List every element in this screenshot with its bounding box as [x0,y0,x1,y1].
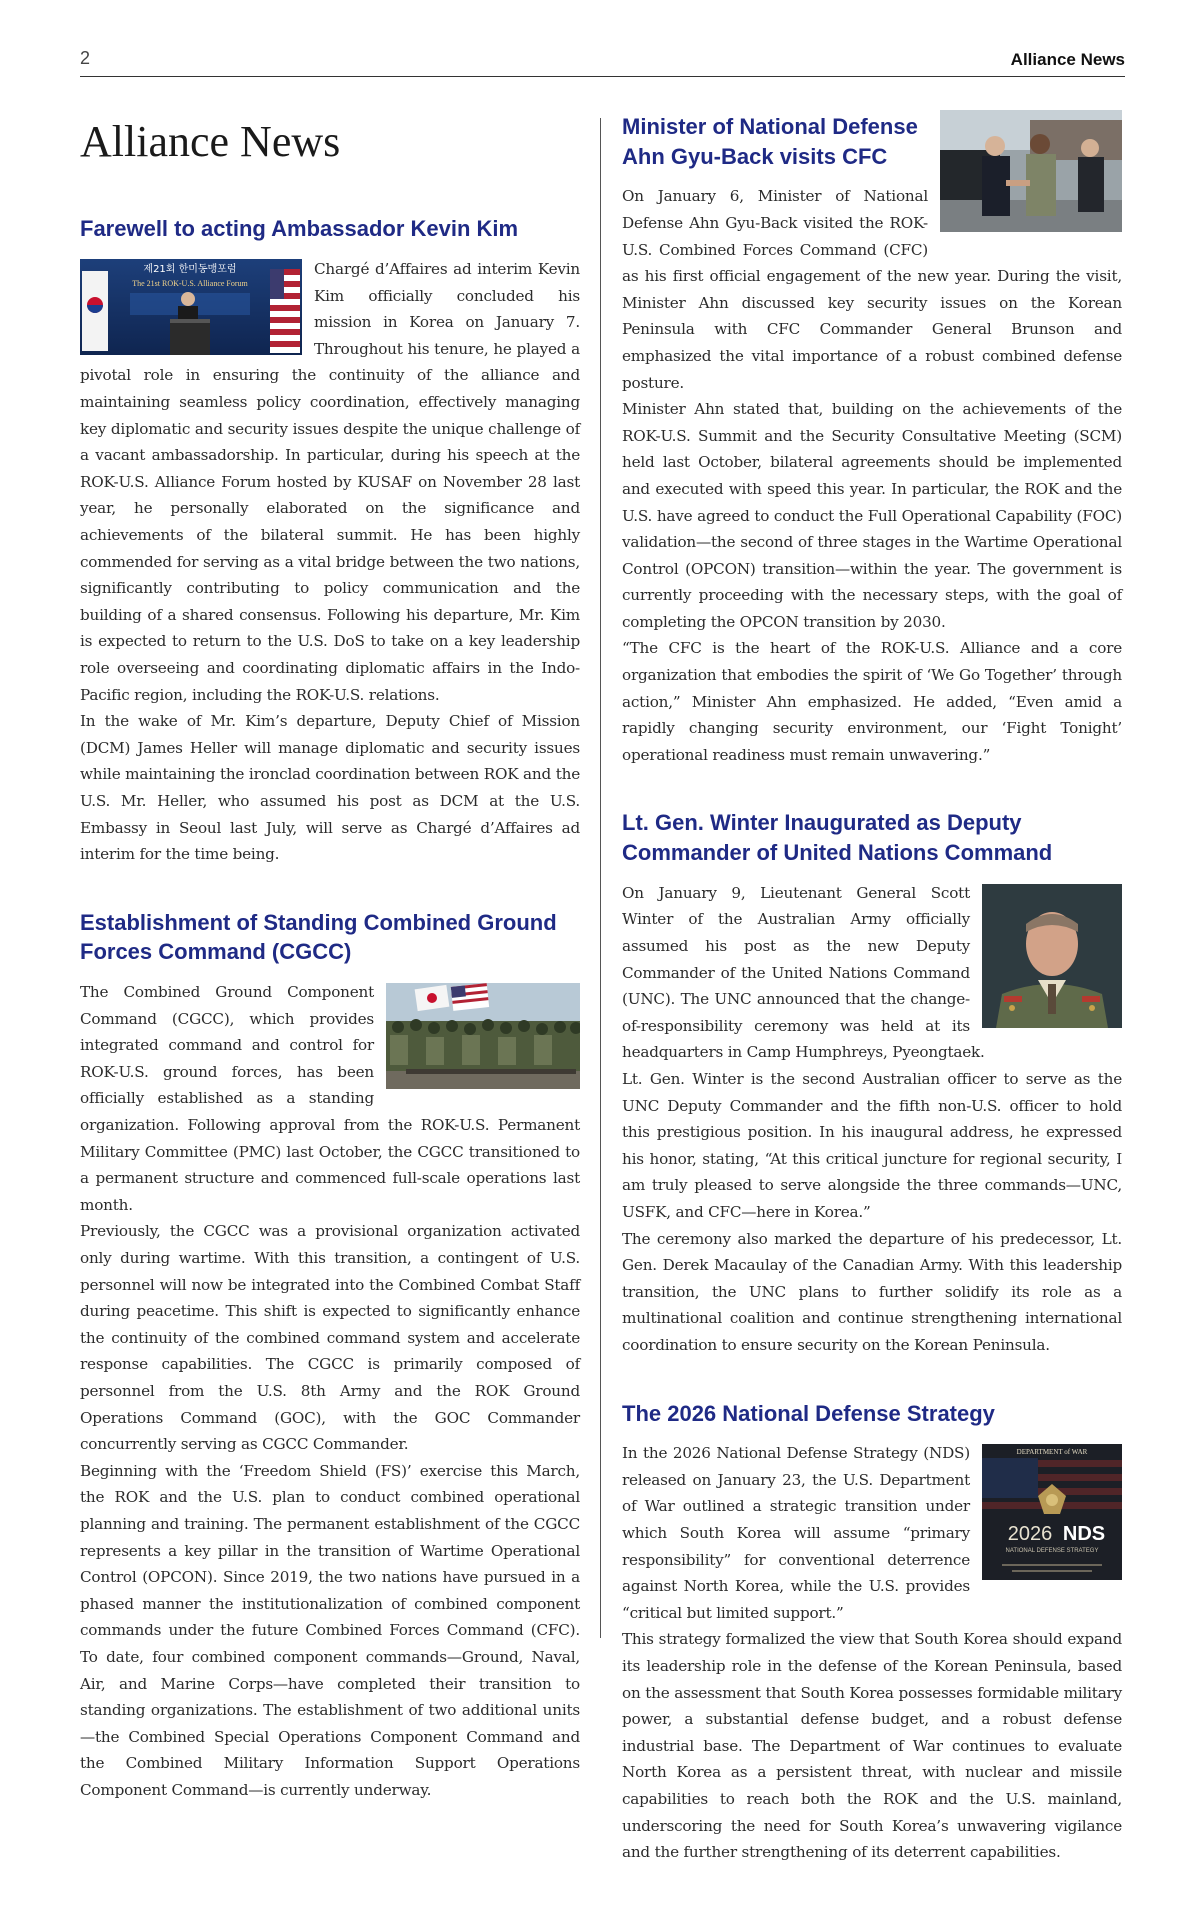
article-minister [622,112,1122,768]
headline-winter: Lt. Gen. Winter Inaugurated as Deputy Commander of United Nations Command [622,810,1053,866]
minister-handshake-photo [940,110,1122,232]
winter-paragraph-2: Lt. Gen. Winter is the second Australian officer to serve as the UNC Deputy Commander and the fifth non-U.S. officer to hold this prestigious position. In his inaugural address, he expressed his honor, stating, “At this critical juncture for regional security, I am truly pleased to serve alongside the three commands—UNC, USFK, and CFC—here in Korea.” [622,1069,1122,1221]
nds-cover-acronym: NDS [1062,1523,1106,1546]
nds-cover-image [982,1444,1122,1580]
winter-paragraph-3: The ceremony also marked the departure of his predecessor, Lt. Gen. Derek Macaulay of the Canadian Army. With this leadership transition, the UNC plans to further solidify its role as a multinational coalition and continue strengthening international coordination to ensure security on the Korean Peninsula. [622,1229,1122,1354]
farewell-paragraph-2: In the wake of Mr. Kim’s departure, Deputy Chief of Mission (DCM) James Heller will manage diplomatic and security issues while maintaining the ironclad coordination between ROK and the U.S. Mr. Heller, who assumed his post as DCM at the U.S. Embassy in Seoul last July, will serve as Chargé d’Affaires ad interim for the time being. [80,712,580,864]
cgcc-paragraph-2: Previously, the CGCC was a provisional organization activated only during wartime. With this transition, a contingent of U.S. personnel will now be integrated into the Combined Combat Staff during peacetime. This shift is expected to significantly enhance the continuity of the combined command system and accelerate response capabilities. The CGCC is primarily composed of personnel from the U.S. 8th Army and the ROK Ground Operations Command (GOC), with the GOC Commander concurrently serving as CGCC Commander. [80,1222,580,1454]
page-title: Alliance News [80,117,341,166]
headline-minister: Minister of National Defense Ahn Gyu-Back visits CFC [622,114,918,169]
right-column [622,112,1122,1906]
nds-paragraph-2: This strategy formalized the view that South Korea should expand its leadership role in the defense of the Korean Peninsula, based on the assessment that South Korea possesses formidable military power, a substantial defense budget, and a robust defense industrial base. The Department of War continues to evaluate North Korea as a persistent threat, with nuclear and missile capabilities to reach both the ROK and the U.S. mainland, underscoring the need for South Korea’s unwavering vigilance and the further strengthening of its deterrent capabilities. [622,1630,1122,1862]
header-rule [80,76,1125,77]
troops-flags-photo [386,983,580,1089]
headline-cgcc: Establishment of Standing Combined Ground Forces Command (CGCC) [80,909,557,965]
article-cgcc [80,908,580,1804]
running-title: Alliance News [1010,50,1125,69]
cgcc-paragraph-1: The Combined Ground Component Command (CGCC), which provides integrated command and control for ROK-U.S. ground forces, has been officially established as a standing organization. Following approval from the ROK-U.S. Permanent Military Committee (PMC) last October, the CGCC transitioned to a permanent structure and commenced full-scale operations last month. [80,983,580,1214]
nds-cover-dept: DEPARTMENT of WAR [1016,1448,1088,1457]
minister-paragraph-3: “The CFC is the heart of the ROK-U.S. Alliance and a core organization that embodies the spirit of ‘We Go Together’ through action,” Minister Ahn emphasized. He added, “Even amid a rapidly changing security environment, our ‘Fight Tonight’ operational readiness must remain unwavering.” [622,639,1122,764]
lt-gen-winter-portrait [982,884,1122,1028]
minister-paragraph-1: On January 6, Minister of National Defense Ahn Gyu-Back visited the ROK-U.S. Combined Forces Command (CFC) as his first official engagement of the new year. During the visit, Minister Ahn discussed key security issues on the Korean Peninsula with CFC Commander General Brunson and emphasized the vital importance of a robust combined defense posture. [622,187,1122,392]
page-number: 2 [80,48,91,68]
headline-farewell: Farewell to acting Ambassador Kevin Kim [80,216,519,242]
winter-paragraph-1: On January 9, Lieutenant General Scott Winter of the Australian Army officially assumed his post as the new Deputy Commander of the United Nations Command (UNC). The UNC announced that the change-of-responsibility ceremony was held at its headquarters in Camp Humphreys, Pyeongtaek. [622,883,985,1062]
forum-banner-english: The 21st ROK-U.S. Alliance Forum [132,279,248,289]
column-divider [600,118,601,1638]
nds-cover-subtitle: NATIONAL DEFENSE STRATEGY [1005,1548,1099,1555]
cgcc-paragraph-3: Beginning with the ‘Freedom Shield (FS)’ exercise this March, the ROK and the U.S. plan to conduct combined operational planning and training. The permanent establishment of the CGCC represents a key pillar in the transition of Wartime Operational Control (OPCON). Since 2019, the two nations have pursued in a phased manner the institutionalization of combined component commands under the future Combined Forces Command (CFC). To date, four combined component commands—Ground, Naval, Air, and Marine Corps—have completed their transition to standing organizations. The establishment of two additional units—the Combined Special Operations Component Command and the Combined Military Information Support Operations Component Command—is currently underway. [80,1461,580,1799]
article-nds [622,1399,1122,1866]
left-column [80,112,580,1844]
minister-paragraph-2: Minister Ahn stated that, building on the achievements of the ROK-U.S. Summit and the Security Consultative Meeting (SCM) held last October, bilateral agreements should be implemented and executed with speed this year. In particular, the ROK and the U.S. have agreed to conduct the Full Operational Capability (FOC) validation—the second of three stages in the Wartime Operational Control (OPCON) transition—within the year. The government is currently proceeding with the necessary steps, with the goal of completing the OPCON transition by 2030. [622,400,1122,631]
article-farewell [80,214,580,867]
headline-nds: The 2026 National Defense Strategy [622,1400,995,1426]
nds-cover-year: 2026 [1007,1523,1053,1546]
article-winter [622,808,1122,1358]
farewell-paragraph-1: Chargé d’Affaires ad interim Kevin Kim officially concluded his mission in Korea on January 7. Throughout his tenure, he played a pivotal role in ensuring the continuity of the alliance and maintaining seamless policy coordination, effectively managing key diplomatic and security issues despite the unique challenge of a vacant ambassadorship. In particular, during his speech at the ROK-U.S. Alliance Forum hosted by KUSAF on November 28 last year, he personally elaborated on the significance and achievements of the bilateral summit. He has been highly commended for serving as a vital bridge between the two nations, significantly contributing to policy communication and the building of a shared consensus. Following his departure, Mr. Kim is expected to return to the U.S. DoS to take on a key leadership role overseeing and coordinating diplomatic affairs in the Indo-Pacific region, including the ROK-U.S. relations. [80,260,580,704]
nds-paragraph-1: In the 2026 National Defense Strategy (NDS) released on January 23, the U.S. Department of War outlined a strategic transition under which South Korea will assume “primary responsibility” for conventional deterrence against North Korea, while the U.S. provides “critical but limited support.” [622,1444,970,1622]
forum-speech-photo [80,259,302,355]
forum-banner-korean: 제21회 한미동맹포럼 [143,264,237,276]
